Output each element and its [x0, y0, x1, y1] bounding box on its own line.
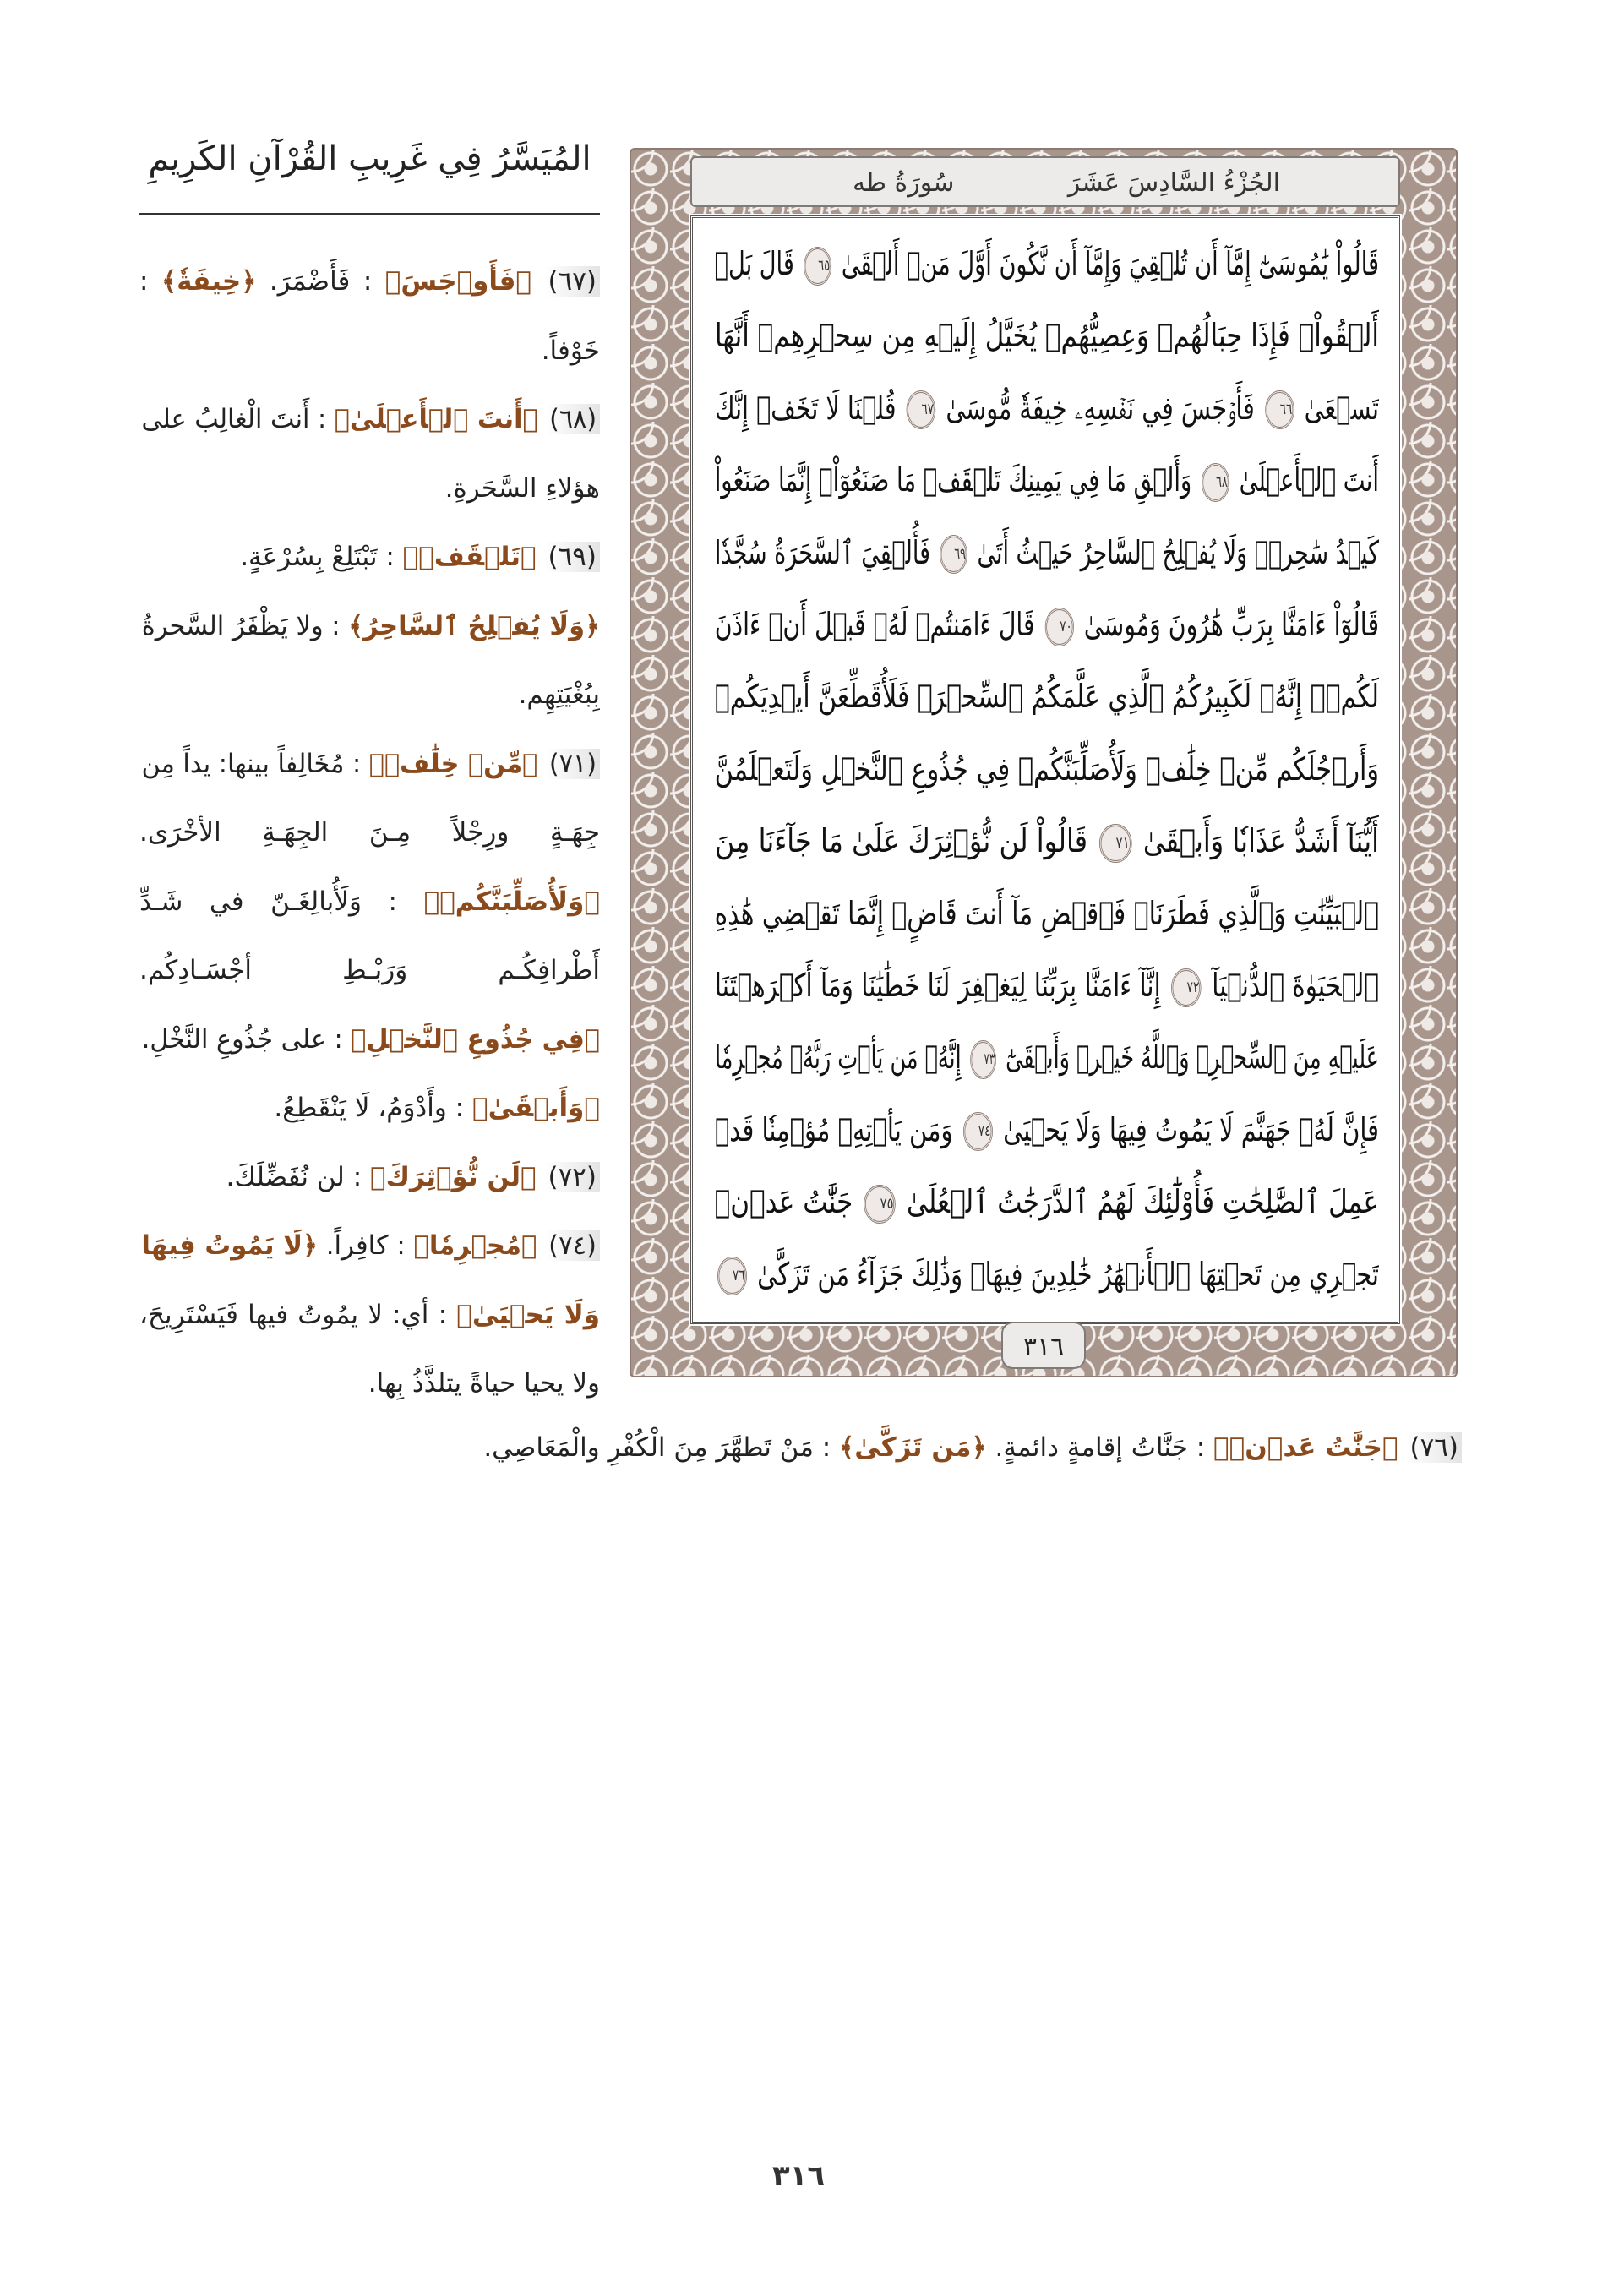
ayah-number-marker: ٧٢ [1171, 968, 1202, 1007]
commentary-line [139, 384, 600, 454]
line-content [715, 591, 1379, 658]
quran-line [711, 302, 1379, 369]
glossed-term: ﴿تَلۡقَفۡ﴾ [402, 542, 537, 572]
verse-number: (٧٢) [544, 1162, 600, 1192]
line-content [139, 1143, 600, 1212]
quran-text: ٱلۡبَيِّنَٰتِ وَٱلَّذِي فَطَرَنَاۖ فَٱقۡضِ مَآ أَنتَ قَاضٍۖ إِنَّمَا تَقۡضِي هَٰذِهِ [714, 894, 1379, 932]
juz-name: الجُزْءُ السَّادِسَ عَشَرَ [1067, 168, 1280, 198]
line-content [715, 735, 1379, 803]
surah-name: سُورَةُ طه [853, 168, 955, 198]
quran-line [711, 880, 1379, 947]
line-content [715, 1096, 1379, 1164]
quran-text: إِنَّآ ءَامَنَّا بِرَبِّنَا لِيَغۡفِرَ لَنَا خَطَٰيَٰنَا وَمَآ أَكۡرَهۡتَنَا [714, 967, 1161, 1004]
ayah-number-marker: ٦٧ [907, 390, 936, 429]
line-content [715, 880, 1379, 947]
line-content [139, 454, 600, 523]
commentary-line [139, 1073, 600, 1143]
commentary-line [139, 798, 600, 867]
gloss-text: : لن نُفَضِّلَكَ. [226, 1161, 362, 1192]
verse-number: (٦٧) [544, 266, 600, 297]
glossed-term: ﴿مِّنۡ خِلَٰفٖ﴾ [368, 748, 538, 779]
quran-text: عَمِلَ ٱلصَّٰلِحَٰتِ فَأُوْلَٰٓئِكَ لَهُمُ ٱلدَّرَجَٰتُ ٱلۡعُلَىٰ [907, 1183, 1379, 1221]
line-content [142, 592, 600, 661]
quran-text: فَأُلۡقِيَ ٱلسَّحَرَةُ سُجَّدٗا [714, 533, 930, 571]
quran-text: قَالُوٓاْ ءَامَنَّا بِرَبِّ هَٰرُونَ وَمُوسَىٰ [1083, 606, 1379, 643]
quran-text: تَسۡعَىٰ [1304, 389, 1379, 427]
gloss-text: أَطْرافِكُـم وَرَبْـطِ أجْسَـادِكُم. [139, 955, 600, 985]
quran-line [711, 735, 1379, 803]
gloss-text: : وَلَأُبالِغَـنّ في شَـدِّ [139, 886, 397, 917]
quran-text: قَالُواْ لَن نُّؤۡثِرَكَ عَلَىٰ مَا جَآءَنَا مِنَ [714, 822, 1088, 860]
quran-line [711, 374, 1379, 442]
glossed-term: وَلَا يَحۡيَىٰ﴾ [456, 1299, 600, 1330]
commentary-line [139, 729, 600, 799]
quran-line [711, 1096, 1379, 1164]
gloss-text: : فَأَضْمَرَ. [269, 266, 373, 297]
quran-page-number: ٣١٦ [1001, 1322, 1086, 1369]
quran-line [711, 1023, 1379, 1091]
commentary-line [139, 1349, 600, 1418]
ayah-number-marker: ٧٣ [970, 1040, 996, 1079]
quran-text: أَيُّنَآ أَشَدُّ عَذَابٗا وَأَبۡقَىٰ [1142, 822, 1379, 860]
glossed-term: ﴿وَلَأُصَلِّبَنَّكُمۡ﴾ [423, 886, 600, 917]
quran-line [711, 952, 1379, 1019]
commentary-line [139, 1143, 600, 1212]
ayah-number-marker: ٧٤ [963, 1112, 993, 1151]
line-content [715, 1023, 1379, 1091]
quran-text: تَجۡرِي مِن تَحۡتِهَا ٱلۡأَنۡهَٰرُ خَٰلِدِينَ فِيهَاۚ وَذَٰلِكَ جَزَآءُ مَن تَزَكَّىٰ [757, 1255, 1379, 1293]
quran-text: وَأَلۡقِ مَا فِي يَمِينِكَ تَلۡقَفۡ مَا صَنَعُوٓاْۖ إِنَّمَا صَنَعُواْ [714, 461, 1192, 499]
line-content [139, 247, 600, 316]
line-content [142, 384, 600, 454]
ayah-number-marker: ٦٦ [1265, 390, 1294, 429]
glossed-term: ﴿لَا يَمُوتُ فِيهَا [141, 1230, 319, 1261]
line-content [139, 522, 600, 592]
gloss-text: : أي: لا يمُوتُ فيها فَيَسْتَرِيحَ، [139, 1299, 448, 1330]
gloss-text: بِبُغْيَتِهِم. [518, 679, 600, 710]
quran-text: قَالُواْ يَٰمُوسَىٰٓ إِمَّآ أَن تُلۡقِيَ وَإِمَّآ أَن نَّكُونَ أَوَّلَ مَنۡ أَلۡقَىٰ [841, 245, 1379, 282]
line-content [715, 1241, 1379, 1308]
gloss-text: : أَنتَ الْغالِبُ على [141, 404, 327, 434]
quran-line [711, 519, 1379, 586]
gloss-text: ولا يحيا حياةً يتلذَّذُ بِها. [368, 1368, 600, 1399]
line-content [139, 867, 600, 936]
gloss-text: : مُخَالِفاً بينها: يداً مِن [141, 748, 362, 779]
line-content [139, 316, 600, 385]
line-content [715, 663, 1379, 730]
commentary-line [139, 1280, 600, 1350]
commentary-line [139, 316, 600, 385]
line-content [715, 302, 1379, 369]
quran-text: أَنتَ ٱلۡأَعۡلَىٰ [1239, 461, 1379, 499]
gloss-text: : [139, 266, 149, 297]
gloss-text: جِهَـةٍ ورِجْلاً مِـنَ الجِهَـةِ الأخْرَى. [139, 817, 600, 848]
quran-text: ٱلۡحَيَوٰةَ ٱلدُّنۡيَآ [1212, 967, 1379, 1004]
ayah-number-marker: ٧٦ [717, 1257, 747, 1295]
commentary-line [139, 867, 600, 936]
gloss-text: : على جُذُوعِ النَّخْلِ. [141, 1023, 343, 1055]
ayah-number-marker: ٧٥ [864, 1185, 896, 1224]
line-content [139, 1073, 600, 1143]
line-content [139, 1280, 600, 1350]
glossed-term: ﴿مُجۡرِمٗا﴾ [413, 1230, 537, 1261]
line-content [142, 729, 600, 799]
commentary-line [139, 247, 600, 316]
glossed-term: ﴿أَنتَ ٱلۡأَعۡلَىٰ﴾ [334, 404, 538, 434]
line-content [715, 446, 1379, 514]
quran-text: كَيۡدُ سَٰحِرٖۖ وَلَا يُفۡلِحُ ٱلسَّاحِرُ حَيۡثُ أَتَىٰ [977, 533, 1379, 571]
quran-text: فَإِنَّ لَهُۥ جَهَنَّمَ لَا يَمُوتُ فِيهَا وَلَا يَحۡيَىٰ [1003, 1110, 1379, 1148]
line-content [142, 1005, 600, 1074]
ayah-number-marker: ٦٥ [804, 247, 831, 286]
gloss-text: : وأَدْوَمُ، لَا يَنْقَطِعُ. [274, 1093, 465, 1123]
quran-line [711, 663, 1379, 730]
line-content [715, 807, 1379, 875]
quran-text: أَلۡقُواْۖ فَإِذَا حِبَالُهُمۡ وَعِصِيُّهُمۡ يُخَيَّلُ إِلَيۡهِ مِن سِحۡرِهِمۡ أَنَّهَا [714, 317, 1379, 355]
quran-text: إِنَّهُۥ مَن يَأۡتِ رَبَّهُۥ مُجۡرِمٗا [714, 1039, 962, 1077]
verse-number: (٧٦) [1406, 1432, 1462, 1463]
line-content [715, 952, 1379, 1019]
line-content [139, 660, 600, 729]
commentary-line [139, 935, 600, 1005]
commentary-line [139, 592, 600, 661]
ayah-number-marker: ٧١ [1099, 824, 1132, 863]
line-content [715, 230, 1379, 297]
verse-number: (٦٨) [546, 404, 600, 434]
line-content [139, 1349, 600, 1418]
glossed-term: ﴿وَأَبۡقَىٰ﴾ [471, 1093, 600, 1123]
verse-number: (٧٤) [545, 1230, 600, 1261]
commentary-title: المُيَسَّرُ فِي غَرِيبِ القُرْآنِ الكَرِيمِ [148, 139, 591, 178]
line-content [139, 1413, 1462, 1482]
glossed-term: ﴿لَن نُّؤۡثِرَكَ﴾ [370, 1161, 537, 1192]
commentary-line [139, 1005, 600, 1074]
commentary-line [139, 454, 600, 523]
commentary-title-divider [139, 210, 600, 215]
glossed-term: ﴿وَلَا يُفۡلِحُ ٱلسَّاحِرُ﴾ [348, 610, 600, 641]
glossed-term: ﴿خِيفَةٗ﴾ [161, 266, 257, 297]
quran-line [711, 1241, 1379, 1308]
gloss-text: : مَنْ تَطهَّرَ مِنَ الْكُفْرِ والْمَعَاصِي. [483, 1432, 831, 1463]
glossed-term: ﴿فَأَوۡجَسَ﴾ [384, 266, 531, 297]
gloss-text: خَوْفاً. [541, 335, 600, 366]
page-number: ٣١٦ [771, 2159, 826, 2193]
gloss-text: : ولا يَظْفَرُ السَّحرةُ [141, 610, 341, 641]
glossed-term: ﴿جَنَّٰتُ عَدۡنٖ﴾ [1213, 1432, 1398, 1463]
page-header-band [690, 156, 1400, 207]
quran-text-panel [690, 215, 1400, 1324]
quran-text: لَكُمۡۖ إِنَّهُۥ لَكَبِيرُكُمُ ٱلَّذِي عَلَّمَكُمُ ٱلسِّحۡرَۖ فَلَأُقَطِّعَنَّ أَيۡدِيَكُمۡ [714, 678, 1379, 716]
quran-line [711, 1168, 1379, 1235]
gloss-text: : كافِراً. [325, 1230, 406, 1261]
quran-text: جَنَّٰتُ عَدۡنٖ [714, 1183, 853, 1221]
quran-text: فَأَوۡجَسَ فِي نَفۡسِهِۦ خِيفَةٗ مُّوسَىٰ [946, 389, 1255, 427]
commentary-bottom-line [139, 1413, 1462, 1482]
quran-text: قَالَ ءَامَنتُمۡ لَهُۥ قَبۡلَ أَنۡ ءَاذَنَ [714, 606, 1035, 643]
mushaf-page-frame [630, 148, 1458, 1377]
line-content [139, 935, 600, 1005]
quran-line [711, 446, 1379, 514]
ayah-number-marker: ٧٠ [1045, 608, 1074, 646]
commentary-line [139, 1211, 600, 1280]
line-content [715, 1168, 1379, 1235]
gloss-text: هؤلاءِ السَّحَرةِ. [444, 472, 600, 504]
quran-line [711, 807, 1379, 875]
quran-text: قُلۡنَا لَا تَخَفۡ إِنَّكَ [714, 389, 897, 427]
ayah-number-marker: ٦٩ [940, 535, 967, 574]
quran-line [711, 591, 1379, 658]
glossed-term: ﴿مَن تَزَكَّىٰ﴾ [839, 1432, 987, 1463]
ayah-number-marker: ٦٨ [1202, 463, 1229, 502]
commentary-line [139, 522, 600, 592]
quran-line [711, 230, 1379, 297]
line-content [142, 1211, 600, 1280]
quran-text: وَأَرۡجُلَكُم مِّنۡ خِلَٰفٖ وَلَأُصَلِّبَنَّكُمۡ فِي جُذُوعِ ٱلنَّخۡلِ وَلَتَعۡلَمُنَّ [714, 750, 1379, 788]
glossed-term: ﴿فِي جُذُوعِ ٱلنَّخۡلِ﴾ [351, 1023, 600, 1055]
quran-text: عَلَيۡهِ مِنَ ٱلسِّحۡرِۗ وَٱللَّهُ خَيۡرٞ وَأَبۡقَىٰٓ [1006, 1039, 1379, 1077]
gloss-text: : جَنَّاتُ إقامةٍ دائمةٍ. [995, 1432, 1206, 1463]
commentary-line [139, 660, 600, 729]
gloss-text: : تَبْتَلِعْ بِسُرْعَةٍ. [240, 542, 395, 572]
verse-number: (٦٩) [544, 542, 600, 572]
line-content [139, 798, 600, 867]
quran-text: وَمَن يَأۡتِهِۦ مُؤۡمِنٗا قَدۡ [714, 1110, 953, 1148]
quran-text: قَالَ بَلۡ [714, 245, 794, 282]
line-content [715, 374, 1379, 442]
verse-number: (٧١) [546, 749, 600, 779]
line-content [715, 519, 1379, 586]
